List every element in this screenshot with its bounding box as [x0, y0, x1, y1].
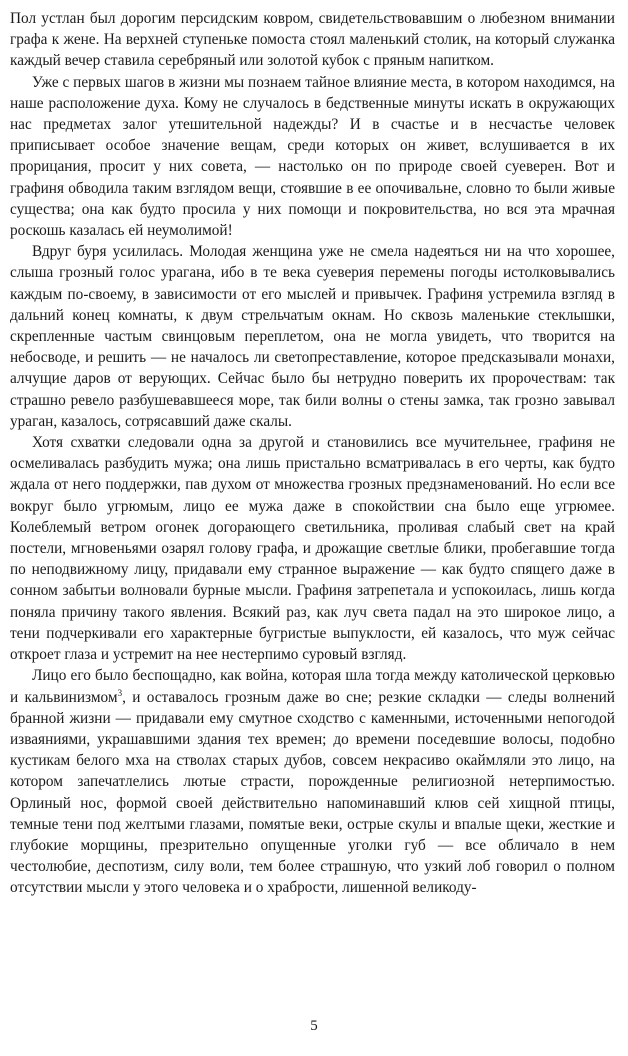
page-text — [10, 8, 615, 899]
paragraph-5-text-b: , и оставалось грозным даже во сне; резкие складки — следы волнений бранной жизни — придавали ему смутное сходство с каменными, источенными непогодой изваяниями, украшавшими здания тех времен; до времени поседевшие волосы, подобно кустикам белого мха на стволах старых дубов, совсем некрасиво окаймляли это лицо, на котором запечатлелись лютые страсти, порожденные религиозной нетерпимостью. Орлиный нос, формой своей действительно напоминавший клюв сей хищной птицы, темные тени под желтыми глазами, помятые веки, острые скулы и впалые щеки, жесткие и глубокие морщины, презрительно опущенные уголки губ — все обличало в нем честолюбие, деспотизм, силу воли, тем более страшную, что узкий лоб говорил о полном отсутствии мысли у этого человека и о храбрости, лишенной великоду- — [10, 688, 615, 897]
paragraph-5-text-a: Лицо его было беспощадно, как война, которая шла тогда между католической церковью и кальвинизмом — [10, 667, 615, 706]
paragraph-5 — [10, 665, 615, 898]
paragraph-1: Пол устлан был дорогим персидским ковром, свидетельствовавшим о любезном внимании графа к жене. На верхней ступеньке помоста стоял маленький столик, на который служанка каждый вечер ставила серебряный или золотой кубок с пряным напитком. — [10, 10, 615, 70]
paragraph-4: Хотя схватки следовали одна за другой и становились все мучительнее, графиня не осмеливалась разбудить мужа; она лишь пристально всматривалась в его черты, как будто ждала от него поддержки, пав духом от множества грозных предзнаменований. Но если все вокруг было угрюмым, лицо ее мужа даже в спокойствии сна было еще угрюмее. Колеблемый ветром огонек догорающего светильника, проливая слабый свет на край постели, мгновеньями озарял голову графа, и дрожащие светлые блики, пробегавшие тогда по неподвижному лицу, придавали ему странное выражение — как будто спящего даже в сонном забытьи волновали бурные мысли. Графиня затрепетала и успокоилась, лишь когда поняла причину такого явления. Всякий раз, как луч света падал на это широкое лицо, а тени подчеркивали его характерные бугристые выпуклости, ей казалось, что муж сейчас откроет глаза и устремит на нее нестерпимо суровый взгляд. — [10, 434, 615, 664]
footnote-marker: 3 — [117, 687, 123, 698]
paragraph-3: Вдруг буря усилилась. Молодая женщина уже не смела надеяться ни на что хорошее, слыша грозный голос урагана, ибо в те века суеверия перемены погоды истолковывались каждым по-своему, в зависимости от его мыслей и привычек. Графиня устремила взгляд в дальний конец комнаты, к двум стрельчатым окнам. Но сквозь маленькие стеклышки, скрепленные частым свинцовым переплетом, она не могла увидеть, что творится на небосводе, и решить — не началось ли светопреставление, которое предсказывали монахи, алчущие даров от верующих. Сейчас было бы нетрудно поверить их пророчествам: так страшно ревело разбушевавшееся море, так били волны о стены замка, так грозно завывал ураган, казалось, сотрясавший даже скалы. — [10, 243, 615, 430]
page-number: 5 — [310, 1018, 318, 1034]
paragraph-2: Уже с первых шагов в жизни мы познаем тайное влияние места, в котором находимся, на наше расположение духа. Кому не случалось в бедственные минуты искать в окружающих нас предметах залог утешительной надежды? И в счастье и в несчастье человек приписывает особое значение вещам, среди которых он живет, вслушивается в их прорицания, просит у них совета, — настолько он по природе своей суеверен. Вот и графиня обводила таким взглядом вещи, стоявшие в ее опочивальне, словно то были живые существа; она как будто просила у них помощи и покровительства, но вся эта мрачная роскошь казалась ей неумолимой! — [10, 73, 615, 240]
